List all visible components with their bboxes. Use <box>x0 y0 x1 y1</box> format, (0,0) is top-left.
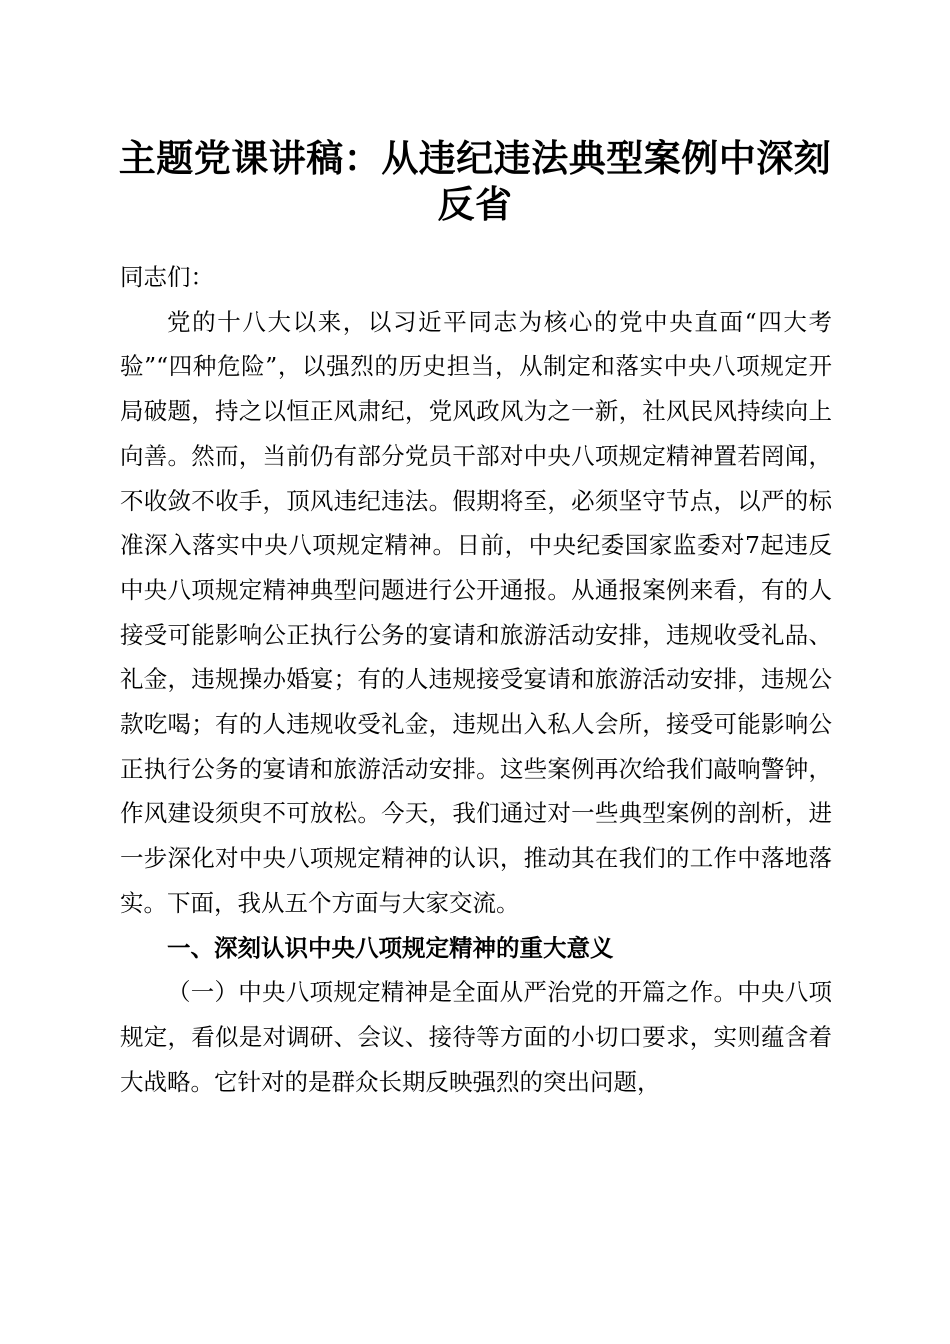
section-paragraph: （一）中央八项规定精神是全面从严治党的开篇之作。中央八项规定，看似是对调研、会议、接待等方面的小切口要求，实则蕴含着大战略。它针对的是群众长期反映强烈的突出问题， <box>120 978 832 1096</box>
section-heading: 一、深刻认识中央八项规定精神的重大意义 <box>167 933 614 962</box>
intro-paragraph: 党的十八大以来，以习近平同志为核心的党中央直面“四大考验”“四种危险”，以强烈的历史担当，从制定和落实中央八项规定开局破题，持之以恒正风肃纪，党风政风为之一新，社风民风持续向上向善。然而，当前仍有部分党员干部对中央八项规定精神置若罔闻，不收敛不收手，顶风违纪违法。假期将至，必须坚守节点，以严的标准深入落实中央八项规定精神。日前，中央纪委国家监委对7起违反中央八项规定精神典型问题进行公开通报。从通报案例来看，有的人接受可能影响公正执行公务的宴请和旅游活动安排，违规收受礼品、礼金，违规操办婚宴；有的人违规接受宴请和旅游活动安排，违规公款吃喝；有的人违规收受礼金，违规出入私人会所，接受可能影响公正执行公务的宴请和旅游活动安排。这些案例再次给我们敲响警钟，作风建设须臾不可放松。今天，我们通过对一些典型案例的剖析，进一步深化对中央八项规定精神的认识，推动其在我们的工作中落地落实。下面，我从五个方面与大家交流。 <box>120 307 832 917</box>
document-title: 主题党课讲稿：从违纪违法典型案例中深刻反省 <box>118 136 832 226</box>
salutation: 同志们： <box>120 263 214 291</box>
document-body <box>120 255 832 1104</box>
